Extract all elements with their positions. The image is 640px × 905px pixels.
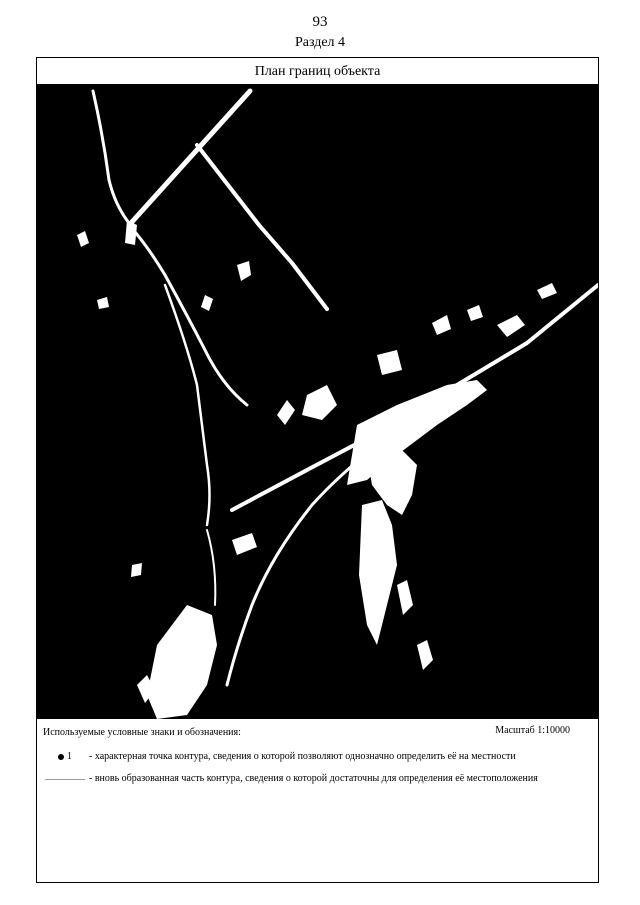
plan-frame bbox=[36, 57, 599, 883]
aerial-map-image bbox=[37, 85, 598, 719]
legend-item-text: - вновь образованная часть контура, сведения о которой достаточны для определения её местоположения bbox=[89, 773, 538, 784]
point-dot bbox=[58, 754, 64, 760]
plan-title: План границ объекта bbox=[37, 58, 598, 85]
legend-item-text: - характерная точка контура, сведения о которой позволяют однозначно определить её на местности bbox=[89, 751, 516, 762]
section-title: Раздел 4 bbox=[294, 35, 346, 50]
line-icon bbox=[45, 779, 85, 780]
scale-label: Масштаб 1:10000 bbox=[495, 725, 570, 736]
legend-header: Используемые условные знаки и обозначения: bbox=[43, 727, 241, 738]
page-number: 93 bbox=[312, 14, 328, 30]
map-graphic bbox=[37, 85, 598, 719]
point-icon bbox=[58, 751, 88, 763]
point-number: 1 bbox=[67, 751, 72, 762]
